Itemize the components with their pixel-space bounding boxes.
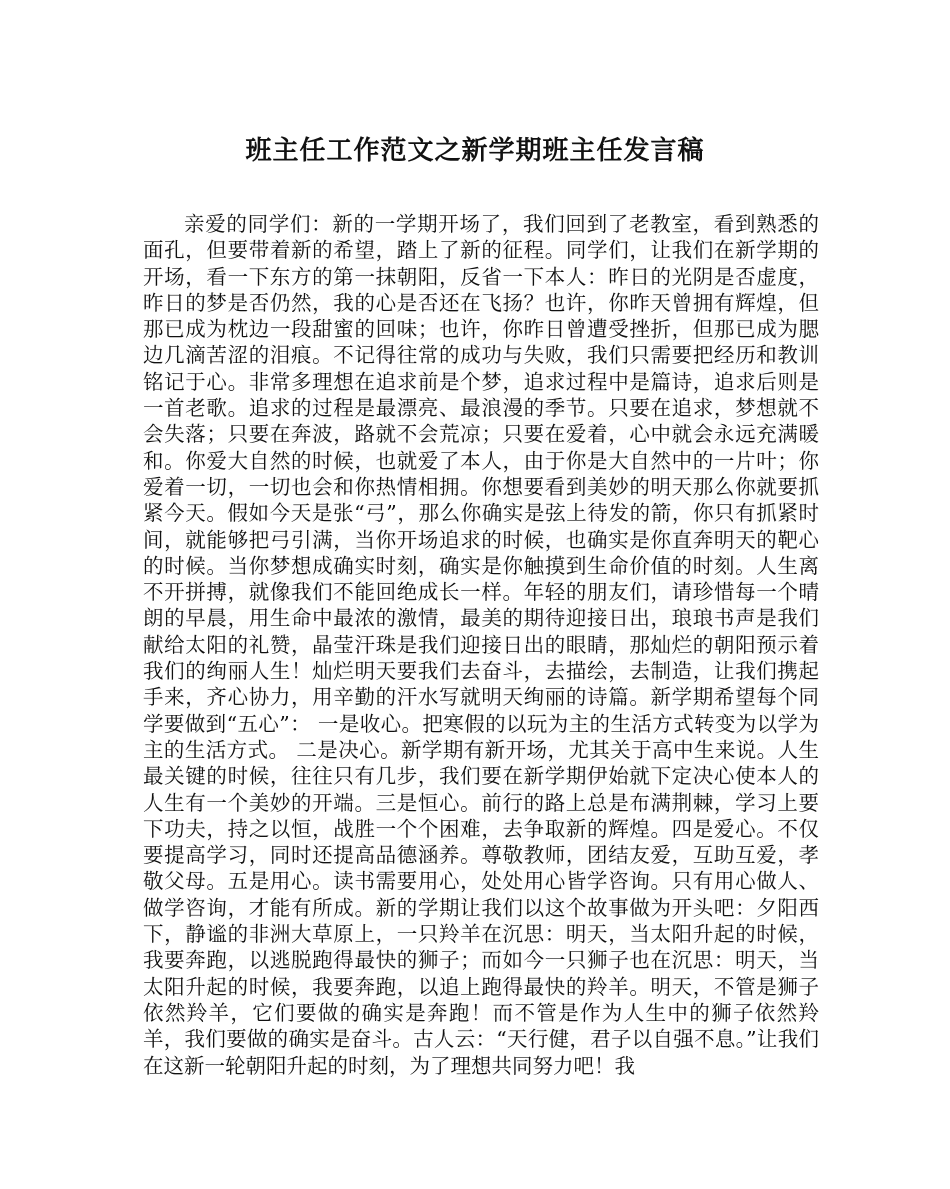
document-body-paragraph: 亲爱的同学们：新的一学期开场了，我们回到了老教室，看到熟悉的面孔，但要带着新的希望，踏上了新的征程。同学们，让我们在新学期的开场，看一下东方的第一抹朝阳，反省一下本人：昨日的光阴是否虚度，昨日的梦是否仍然，我的心是否还在飞扬？也许，你昨天曾拥有辉煌，但那已成为枕边一段甜蜜的回味；也许，你昨日曾遭受挫折，但那已成为腮边几滴苦涩的泪痕。不记得往常的成功与失败，我们只需要把经历和教训铭记于心。非常多理想在追求前是个梦，追求过程中是篇诗，追求后则是一首老歌。追求的过程是最漂亮、最浪漫的季节。只要在追求，梦想就不会失落；只要在奔波，路就不会荒凉；只要在爱着，心中就会永远充满暖和。你爱大自然的时候，也就爱了本人，由于你是大自然中的一片叶；你爱着一切，一切也会和你热情相拥。你想要看到美妙的明天那么你就要抓紧今天。假如今天是张“弓”，那么你确实是弦上待发的箭，你只有抓紧时间，就能够把弓引满，当你开场追求的时候，也确实是你直奔明天的靶心的时候。当你梦想成确实时刻，确实是你触摸到生命价值的时刻。人生离不开拼搏，就像我们不能回绝成长一样。年轻的朋友们，请珍惜每一个晴朗的早晨，用生命中最浓的激情，最美的期待迎接日出，琅琅书声是我们献给太阳的礼赞，晶莹汗珠是我们迎接日出的眼睛，那灿烂的朝阳预示着我们的绚丽人生！灿烂明天要我们去奋斗，去描绘，去制造，让我们携起手来，齐心协力，用辛勤的汗水写就明天绚丽的诗篇。新学期希望每个同学要做到“五心”： 一是收心。把寒假的以玩为主的生活方式转变为以学为主的生活方式。 二是决心。新学期有新开场，尤其关于高中生来说。人生最关键的时候，往往只有几步，我们要在新学期伊始就下定决心使本人的人生有一个美妙的开端。三是恒心。前行的路上总是布满荆棘，学习上要下功夫，持之以恒，战胜一个个困难，去争取新的辉煌。四是爱心。不仅要提高学习，同时还提高品德涵养。尊敬教师，团结友爱，互助互爱，孝敬父母。五是用心。读书需要用心，处处用心皆学咨询。只有用心做人、做学咨询，才能有所成。新的学期让我们以这个故事做为开头吧：夕阳西下，静谧的非洲大草原上，一只羚羊在沉思：明天，当太阳升起的时候，我要奔跑，以逃脱跑得最快的狮子；而如今一只狮子也在沉思：明天，当太阳升起的时候，我要奔跑，以追上跑得最快的羚羊。明天，不管是狮子依然羚羊，它们要做的确实是奔跑！而不管是作为人生中的狮子依然羚羊，我们要做的确实是奋斗。古人云：“天行健，君子以自强不息。”让我们在这新一轮朝阳升起的时刻，为了理想共同努力吧！我 bbox=[143, 212, 819, 1078]
document-title: 班主任工作范文之新学期班主任发言稿 bbox=[245, 136, 705, 166]
